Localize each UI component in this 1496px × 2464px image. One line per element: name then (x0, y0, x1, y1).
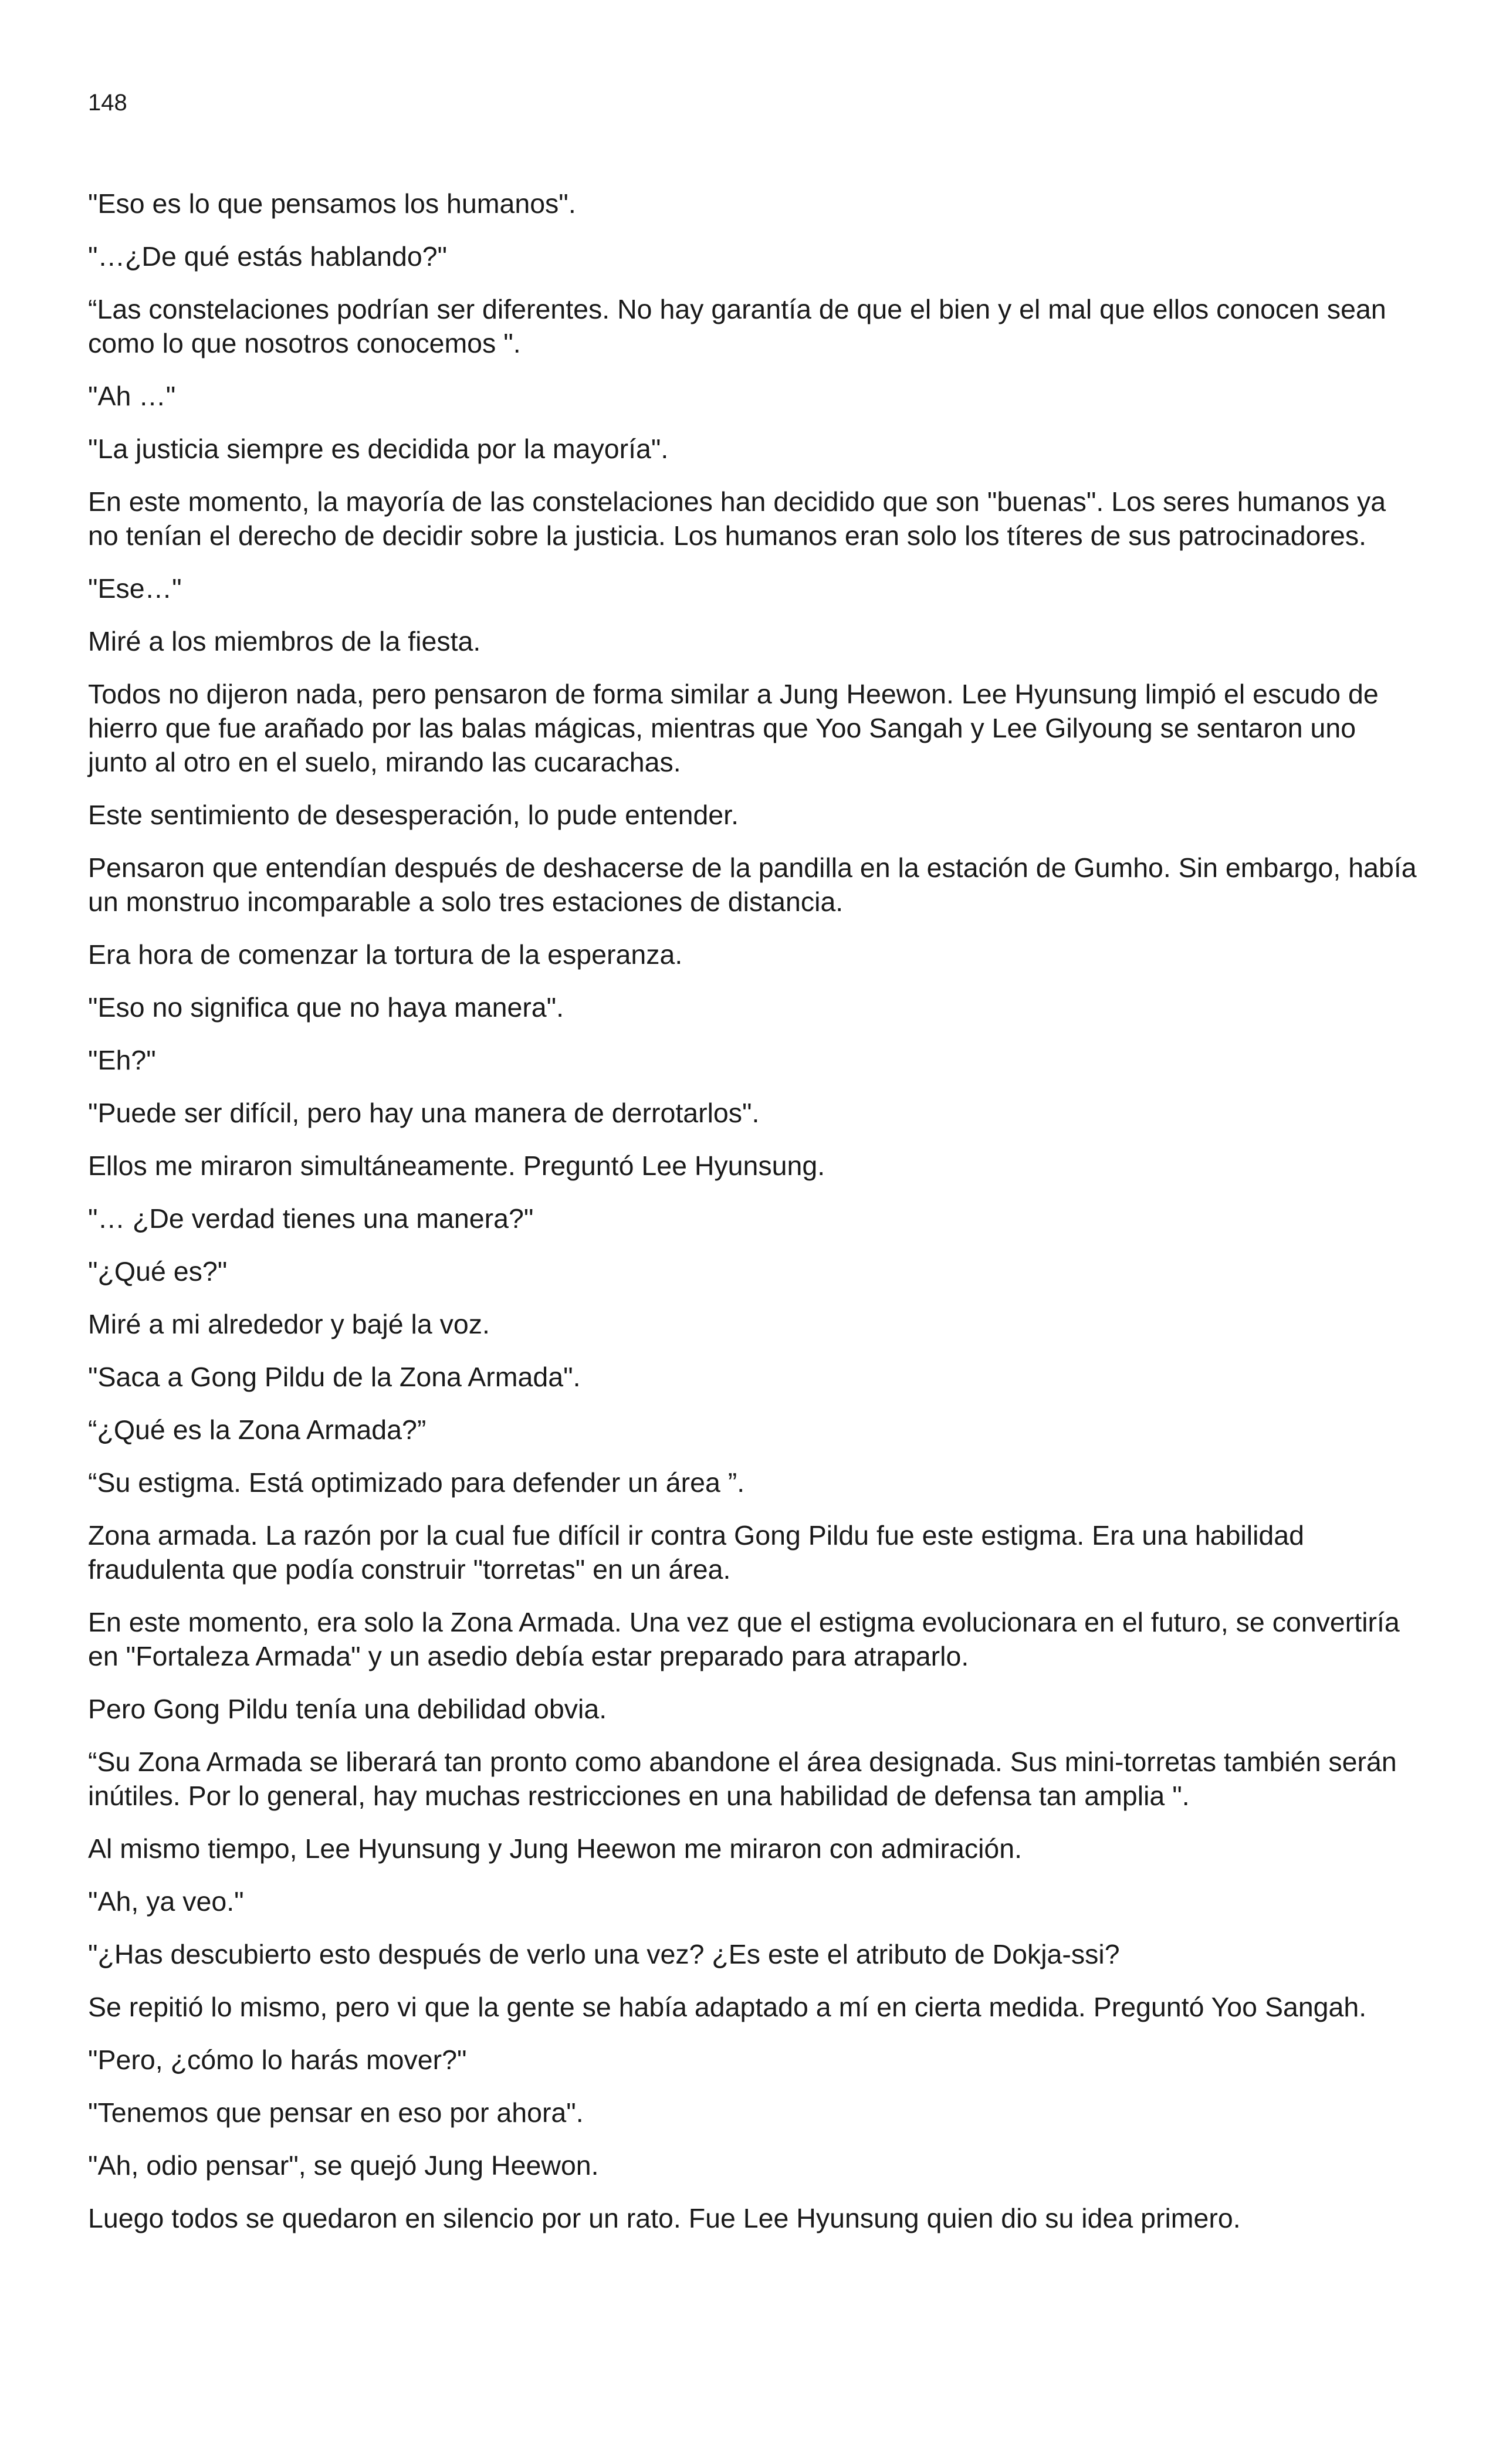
paragraph: "¿Has descubierto esto después de verlo una vez? ¿Es este el atributo de Dokja-ssi? (88, 1939, 1120, 1969)
paragraph: “¿Qué es la Zona Armada?” (88, 1414, 427, 1445)
paragraph: “Su estigma. Está optimizado para defender un área ”. (88, 1467, 745, 1498)
paragraph: Pero Gong Pildu tenía una debilidad obvia. (88, 1694, 607, 1724)
paragraph: “Su Zona Armada se liberará tan pronto como abandone el área designada. Sus mini-torretas también serán inútiles. Por lo general, hay muchas restricciones en una habilidad de defensa tan amplia ". (88, 1747, 1397, 1811)
paragraph: Ellos me miraron simultáneamente. Preguntó Lee Hyunsung. (88, 1150, 825, 1181)
paragraph: Miré a los miembros de la fiesta. (88, 626, 481, 656)
paragraph: "La justicia siempre es decidida por la mayoría". (88, 434, 669, 464)
paragraph: "Eso es lo que pensamos los humanos". (88, 188, 576, 219)
paragraph: "Ese…" (88, 573, 182, 604)
paragraph: "Tenemos que pensar en eso por ahora". (88, 2097, 584, 2128)
paragraph: "Pero, ¿cómo lo harás mover?" (88, 2045, 467, 2075)
paragraph: Pensaron que entendían después de deshacerse de la pandilla en la estación de Gumho. Sin embargo, había un monstruo incomparable a solo tres estaciones de distancia. (88, 852, 1417, 917)
page-number: 148 (88, 90, 127, 116)
paragraph: "Saca a Gong Pildu de la Zona Armada". (88, 1362, 581, 1392)
document-body (88, 187, 1420, 2254)
paragraph: "¿Qué es?" (88, 1256, 228, 1287)
paragraph: "…¿De qué estás hablando?" (88, 241, 448, 272)
paragraph: Miré a mi alrededor y bajé la voz. (88, 1309, 490, 1339)
paragraph: Todos no dijeron nada, pero pensaron de forma similar a Jung Heewon. Lee Hyunsung limpió el escudo de hierro que fue arañado por las balas mágicas, mientras que Yoo Sangah y Lee Gilyoung se sentaron uno junto al otro en el suelo, mirando las cucarachas. (88, 679, 1379, 777)
paragraph: Luego todos se quedaron en silencio por un rato. Fue Lee Hyunsung quien dio su idea primero. (88, 2203, 1241, 2233)
paragraph: "Ah …" (88, 381, 176, 411)
paragraph: En este momento, era solo la Zona Armada. Una vez que el estigma evolucionara en el futuro, se convertiría en "Fortaleza Armada" y un asedio debía estar preparado para atraparlo. (88, 1607, 1400, 1671)
paragraph: "Eso no significa que no haya manera". (88, 992, 564, 1023)
paragraph: En este momento, la mayoría de las constelaciones han decidido que son "buenas". Los seres humanos ya no tenían el derecho de decidir sobre la justicia. Los humanos eran solo los títeres de sus patrocinadores. (88, 486, 1386, 551)
paragraph: Se repitió lo mismo, pero vi que la gente se había adaptado a mí en cierta medida. Preguntó Yoo Sangah. (88, 1992, 1367, 2022)
paragraph: Zona armada. La razón por la cual fue difícil ir contra Gong Pildu fue este estigma. Era una habilidad fraudulenta que podía construir "torretas" en un área. (88, 1520, 1305, 1585)
paragraph: Era hora de comenzar la tortura de la esperanza. (88, 939, 683, 970)
paragraph: “Las constelaciones podrían ser diferentes. No hay garantía de que el bien y el mal que ellos conocen sean como lo que nosotros conocemos ". (88, 294, 1386, 358)
paragraph: "Ah, odio pensar", se quejó Jung Heewon. (88, 2150, 599, 2181)
paragraph: "Ah, ya veo." (88, 1886, 244, 1917)
paragraph: Este sentimiento de desesperación, lo pude entender. (88, 800, 739, 830)
paragraph: "Puede ser difícil, pero hay una manera de derrotarlos". (88, 1098, 760, 1128)
paragraph: "… ¿De verdad tienes una manera?" (88, 1203, 534, 1234)
paragraph: "Eh?" (88, 1045, 156, 1075)
paragraph: Al mismo tiempo, Lee Hyunsung y Jung Heewon me miraron con admiración. (88, 1833, 1023, 1864)
